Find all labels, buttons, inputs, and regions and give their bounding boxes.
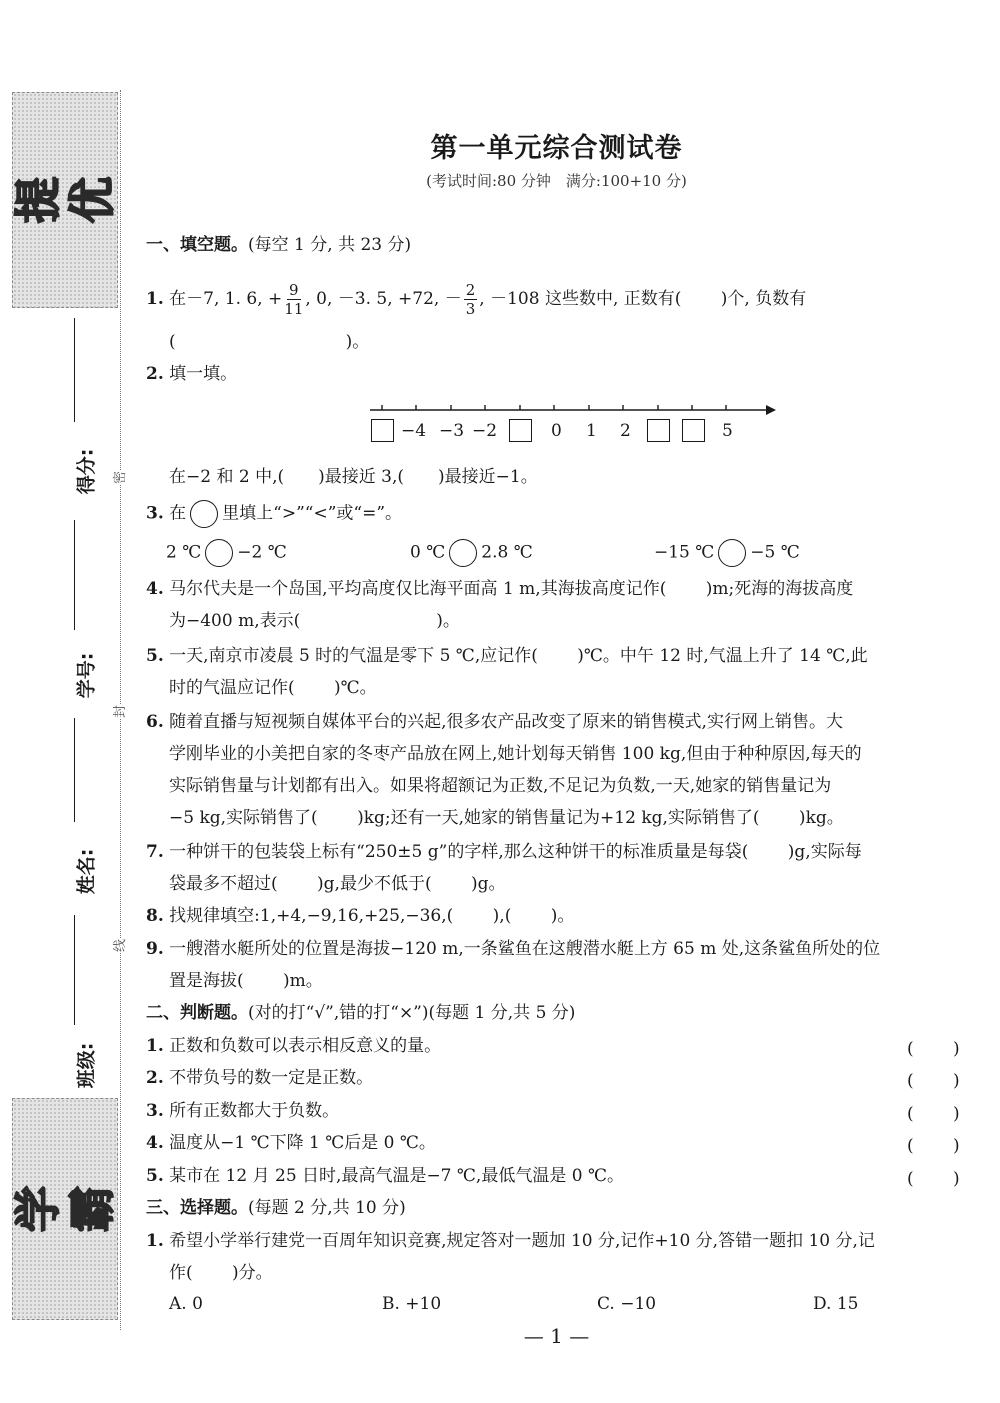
student-id-label: 学号: <box>75 652 98 699</box>
number-line-label: −2 <box>472 421 498 441</box>
judge-answer-paren[interactable]: ( ) <box>907 1071 960 1091</box>
number-line-label: −3 <box>439 421 465 441</box>
compare-left: 2 ℃ <box>166 542 202 563</box>
question-text: 不带负号的数一定是正数。 <box>169 1068 374 1088</box>
compare-circle[interactable] <box>190 500 218 528</box>
stamp-bottom <box>12 1098 118 1320</box>
judge-answer-paren[interactable]: ( ) <box>907 1104 960 1124</box>
seal-char-feng: 封 <box>107 705 130 718</box>
compare-left: −15 ℃ <box>654 542 715 563</box>
question-number: 5. <box>146 646 164 666</box>
question-1 <box>146 281 806 318</box>
question-text: 所有正数都大于负数。 <box>169 1101 340 1121</box>
question-number: 1. <box>146 289 164 309</box>
number-line-label: 0 <box>551 421 562 441</box>
page-number: — 1 — <box>523 1324 590 1348</box>
numerator: 9 <box>289 281 299 299</box>
question-text: 置是海拔( )m。 <box>169 971 323 991</box>
question-text: 里填上“>”“<”或“=”。 <box>222 503 403 524</box>
question-text: 时的气温应记作( )℃。 <box>169 678 377 698</box>
judge-item <box>146 1131 436 1155</box>
number-line-answer-box[interactable] <box>682 419 705 442</box>
question-text: 一天,南京市凌晨 5 时的气温是零下 5 ℃,应记作( )℃。中午 12 时,气温上升了 14 ℃,此 <box>169 646 868 666</box>
stamp-char: 学 <box>11 1186 65 1232</box>
stamp-char: 霸 <box>65 1186 119 1232</box>
question-number: 8. <box>146 906 164 926</box>
compare-circle[interactable] <box>449 539 477 567</box>
class-line <box>74 915 75 1025</box>
number-line-answer-box[interactable] <box>509 419 532 442</box>
question-number: 3. <box>146 1101 164 1121</box>
section-heading <box>146 1196 406 1220</box>
judge-answer-paren[interactable]: ( ) <box>907 1039 960 1059</box>
question-number: 3. <box>146 503 164 524</box>
question-number: 5. <box>146 1166 164 1186</box>
question-text: −5 kg,实际销售了( )kg;还有一天,她家的销售量记为+12 kg,实际销售了( )kg。 <box>169 808 844 828</box>
page-subtitle: (考试时间:80 分钟 满分:100+10 分) <box>426 172 687 190</box>
question-text: , 0, －3. 5, +72, － <box>305 289 462 309</box>
choice-question-1 <box>146 1229 875 1253</box>
section-title: 二、判断题。 <box>146 1003 248 1023</box>
name-label: 姓名: <box>75 848 98 895</box>
question-number: 7. <box>146 842 164 862</box>
question-8 <box>146 904 574 928</box>
judge-item <box>146 1164 624 1188</box>
fraction <box>284 281 303 318</box>
seal-char-mi: 密 <box>107 471 130 484</box>
question-text: 实际销售量与计划都有出入。如果将超额记为正数,不足记为负数,一天,她家的销售量记为 <box>169 776 832 796</box>
number-line-label: 5 <box>722 421 733 441</box>
compare-circle[interactable] <box>718 539 746 567</box>
compare-pair <box>166 539 287 567</box>
question-number: 4. <box>146 1133 164 1153</box>
compare-right: −2 ℃ <box>237 542 287 563</box>
question-text: 填一填。 <box>169 364 238 384</box>
question-3 <box>146 500 402 528</box>
section-note: (每题 2 分,共 10 分) <box>248 1198 406 1218</box>
question-text: 随着直播与短视频自媒体平台的兴起,很多农产品改变了原来的销售模式,实行网上销售。大 <box>169 712 843 732</box>
judge-item <box>146 1099 339 1123</box>
compare-right: −5 ℃ <box>750 542 800 563</box>
judge-item <box>146 1034 441 1058</box>
number-line-label: 1 <box>586 421 597 441</box>
question-text: 某市在 12 月 25 日时,最高气温是−7 ℃,最低气温是 0 ℃。 <box>169 1166 624 1186</box>
page-title: 第一单元综合测试卷 <box>430 133 683 164</box>
judge-answer-paren[interactable]: ( ) <box>907 1169 960 1189</box>
question-text: , －108 这些数中, 正数有( )个, 负数有 <box>479 289 807 309</box>
seal-char-xian: 线 <box>107 939 130 952</box>
question-number: 1. <box>146 1231 164 1251</box>
section-note: (对的打“√”,错的打“×”)(每题 1 分,共 5 分) <box>248 1003 576 1023</box>
question-number: 6. <box>146 712 164 732</box>
option-b[interactable]: B. +10 <box>382 1294 442 1314</box>
question-text: 马尔代夫是一个岛国,平均高度仅比海平面高 1 m,其海拔高度记作( )m;死海的海拔高度 <box>169 579 854 599</box>
option-d[interactable]: D. 15 <box>813 1294 859 1314</box>
name-line <box>74 718 75 822</box>
score-label: 得分: <box>75 448 98 495</box>
judge-answer-paren[interactable]: ( ) <box>907 1136 960 1156</box>
class-label: 班级: <box>75 1042 98 1089</box>
number-line-answer-box[interactable] <box>371 419 394 442</box>
section-title: 一、填空题。 <box>146 235 248 255</box>
question-text: 袋最多不超过( )g,最少不低于( )g。 <box>169 874 506 894</box>
compare-pair <box>410 539 533 567</box>
student-id-line <box>74 520 75 630</box>
question-text: 一种饼干的包装袋上标有“250±5 g”的字样,那么这种饼干的标准质量是每袋( )g,实际每 <box>169 842 862 862</box>
question-4 <box>146 577 853 601</box>
question-6 <box>146 710 843 734</box>
question-text: 在−2 和 2 中,( )最接近 3,( )最接近−1。 <box>169 467 538 487</box>
number-line-label: −4 <box>401 421 427 441</box>
question-text: 一艘潜水艇所处的位置是海拔−120 m,一条鲨鱼在这艘潜水艇上方 65 m 处,这条鲨鱼所处的位 <box>169 939 881 959</box>
question-text: 正数和负数可以表示相反意义的量。 <box>169 1036 442 1056</box>
question-text: 在－7, 1. 6, + <box>169 289 283 309</box>
question-text: 作( )分。 <box>169 1263 273 1283</box>
answer-blank-line[interactable]: ( )。 <box>169 332 370 352</box>
number-line <box>368 400 778 422</box>
number-line-label: 2 <box>620 421 631 441</box>
question-2 <box>146 362 237 386</box>
compare-circle[interactable] <box>205 539 233 567</box>
compare-right: 2.8 ℃ <box>481 542 533 563</box>
section-heading <box>146 1001 575 1025</box>
stamp-char: 提 <box>11 177 65 223</box>
option-c[interactable]: C. −10 <box>597 1294 657 1314</box>
numerator: 2 <box>465 281 476 299</box>
section-note: (每空 1 分, 共 23 分) <box>248 235 412 255</box>
option-a[interactable]: A. 0 <box>169 1294 203 1314</box>
judge-item <box>146 1066 373 1090</box>
compare-left: 0 ℃ <box>410 542 446 563</box>
question-9 <box>146 937 880 961</box>
stamp-char: 优 <box>65 177 119 223</box>
fraction <box>464 281 478 318</box>
question-text: 温度从−1 ℃下降 1 ℃后是 0 ℃。 <box>169 1133 436 1153</box>
question-number: 9. <box>146 939 164 959</box>
stamp-top <box>12 92 118 308</box>
section-heading <box>146 233 411 257</box>
question-5 <box>146 644 868 668</box>
section-title: 三、选择题。 <box>146 1198 248 1218</box>
question-text: 希望小学举行建党一百周年知识竞赛,规定答对一题加 10 分,记作+10 分,答错一题扣 10 分,记 <box>169 1231 875 1251</box>
denominator: 11 <box>284 300 304 318</box>
question-number: 2. <box>146 1068 164 1088</box>
score-line <box>74 318 75 422</box>
question-number: 2. <box>146 364 164 384</box>
number-line-answer-box[interactable] <box>647 419 670 442</box>
question-number: 4. <box>146 579 164 599</box>
question-number: 1. <box>146 1036 164 1056</box>
question-text: 为−400 m,表示( )。 <box>169 611 460 631</box>
question-text: 学刚毕业的小美把自家的冬枣产品放在网上,她计划每天销售 100 kg,但由于种种原因,每天的 <box>169 744 862 764</box>
question-text: 找规律填空:1,+4,−9,16,+25,−36,( ),( )。 <box>169 906 575 926</box>
denominator: 3 <box>465 300 476 318</box>
question-text: 在 <box>169 503 187 524</box>
compare-pair <box>654 539 800 567</box>
question-7 <box>146 840 862 864</box>
